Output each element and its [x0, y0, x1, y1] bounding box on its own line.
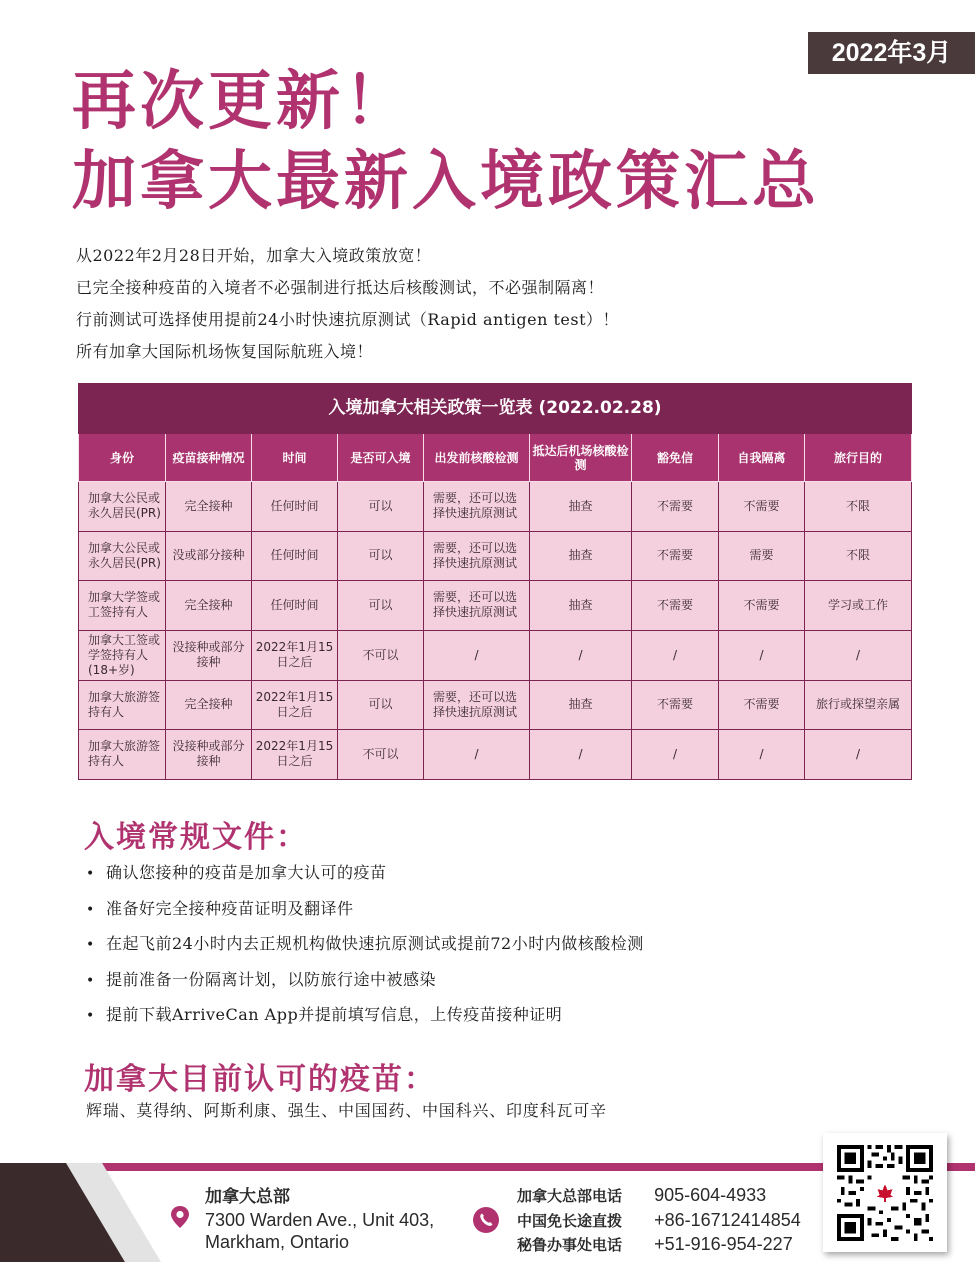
policy-table [78, 383, 912, 780]
headline-line1: 再次更新！ [72, 65, 412, 139]
table-cell: 需要，还可以选择快速抗原测试 [424, 482, 530, 532]
list-item-text: 确认您接种的疫苗是加拿大认可的疫苗 [106, 863, 387, 882]
table-row [79, 581, 912, 631]
phone-label: 中国免长途直拨 [517, 1211, 623, 1230]
vaccines-list: 辉瑞、莫得纳、阿斯利康、强生、中国国药、中国科兴、印度科瓦可辛 [86, 1101, 607, 1120]
table-cell: 需要，还可以选择快速抗原测试 [424, 531, 530, 581]
list-item [86, 998, 644, 1034]
phone-row [517, 1234, 801, 1259]
column-header: 时间 [252, 434, 338, 482]
qr-code[interactable] [823, 1133, 947, 1252]
table-cell: 完全接种 [166, 581, 252, 631]
headline-line2: 加拿大最新入境政策汇总 [72, 145, 820, 219]
table-cell: 不可以 [338, 730, 424, 780]
table-cell: / [719, 630, 805, 680]
table-cell: 不需要 [719, 482, 805, 532]
date-badge: 2022年3月 [808, 32, 975, 74]
list-item [86, 963, 644, 999]
table-cell: 抽查 [530, 531, 632, 581]
table-title: 入境加拿大相关政策一览表 (2022.02.28) [79, 384, 912, 434]
table-cell: 不需要 [632, 482, 719, 532]
table-cell: 加拿大公民或永久居民(PR) [79, 482, 166, 532]
table-cell: 2022年1月15日之后 [252, 630, 338, 680]
bullet-icon: • [86, 972, 95, 989]
table-cell: 不需要 [632, 680, 719, 730]
table-cell: 可以 [338, 482, 424, 532]
table-row [79, 680, 912, 730]
table-header-row [79, 434, 912, 482]
intro-line: 从2022年2月28日开始，加拿大入境政策放宽！ [76, 246, 432, 265]
table-cell: 任何时间 [252, 482, 338, 532]
table-cell: 不限 [805, 531, 912, 581]
table-cell: / [530, 630, 632, 680]
list-item-text: 准备好完全接种疫苗证明及翻译件 [106, 898, 354, 918]
table-cell: 可以 [338, 680, 424, 730]
column-header: 豁免信 [632, 434, 719, 482]
list-item-text: 提前下载ArriveCan App并提前填写信息，上传疫苗接种证明 [106, 1005, 563, 1024]
hq-name: 加拿大总部 [205, 1187, 290, 1207]
table-cell: / [530, 730, 632, 780]
phone-list [517, 1185, 801, 1259]
phone-number[interactable]: +51-916-954-227 [654, 1234, 793, 1254]
phone-icon [472, 1206, 500, 1234]
table-cell: 2022年1月15日之后 [252, 730, 338, 780]
phone-row [517, 1210, 801, 1235]
table-cell: 学习或工作 [805, 581, 912, 631]
phone-number[interactable]: +86-16712414854 [654, 1209, 801, 1230]
phone-label: 秘鲁办事处电话 [517, 1236, 623, 1254]
table-cell: / [805, 630, 912, 680]
table-cell: 抽查 [530, 680, 632, 730]
table-cell: 加拿大旅游签持有人 [79, 730, 166, 780]
table-cell: 完全接种 [166, 680, 252, 730]
intro-paragraphs [76, 240, 896, 368]
hq-text [205, 1186, 434, 1254]
table-cell: 任何时间 [252, 581, 338, 631]
list-item [86, 856, 644, 892]
intro-line: 已完全接种疫苗的入境者不必强制进行抵达后核酸测试，不必强制隔离！ [76, 278, 605, 297]
intro-line: 所有加拿大国际机场恢复国际航班入境！ [76, 342, 374, 361]
column-header: 疫苗接种情况 [166, 434, 252, 482]
table-cell: 没接种或部分接种 [166, 730, 252, 780]
table-cell: 任何时间 [252, 531, 338, 581]
table-cell: 不需要 [719, 680, 805, 730]
table-cell: 需要，还可以选择快速抗原测试 [424, 680, 530, 730]
column-header: 身份 [79, 434, 166, 482]
table-cell: 需要 [719, 531, 805, 581]
table-cell: 需要，还可以选择快速抗原测试 [424, 581, 530, 631]
table-cell: / [424, 630, 530, 680]
table-cell: 完全接种 [166, 482, 252, 532]
table-cell: 没或部分接种 [166, 531, 252, 581]
table-cell: / [424, 730, 530, 780]
table-cell: 可以 [338, 581, 424, 631]
list-item [86, 927, 644, 963]
phone-row [517, 1185, 801, 1210]
table-cell: 加拿大学签或工签持有人 [79, 581, 166, 631]
bullet-icon: • [86, 1008, 95, 1024]
table-row [79, 730, 912, 780]
table-row [79, 531, 912, 581]
table-cell: 不可以 [338, 630, 424, 680]
qr-code-icon [836, 1145, 934, 1241]
table-row [79, 482, 912, 532]
table-cell: 加拿大公民或永久居民(PR) [79, 531, 166, 581]
table-row [79, 630, 912, 680]
column-header: 旅行目的 [805, 434, 912, 482]
column-header: 抵达后机场核酸检测 [530, 434, 632, 482]
list-item-text: 提前准备一份隔离计划，以防旅行途中被感染 [106, 969, 437, 989]
table-cell: 不需要 [719, 581, 805, 631]
table-cell: 没接种或部分接种 [166, 630, 252, 680]
bullet-icon: • [86, 866, 95, 882]
docs-list [86, 856, 644, 1034]
phone-label: 加拿大总部电话 [517, 1187, 623, 1205]
bullet-icon: • [86, 901, 95, 918]
table-cell: / [805, 730, 912, 780]
table-cell: / [632, 730, 719, 780]
table-cell: 不需要 [632, 581, 719, 631]
list-item-text: 在起飞前24小时内去正规机构做快速抗原测试或提前72小时内做核酸检测 [106, 934, 644, 953]
table-cell: 不需要 [632, 531, 719, 581]
intro-line: 行前测试可选择使用提前24小时快速抗原测试（Rapid antigen test）！ [76, 310, 620, 329]
table-cell: 旅行或探望亲属 [805, 680, 912, 730]
column-header: 是否可入境 [338, 434, 424, 482]
list-item [86, 892, 644, 928]
table-cell: 不限 [805, 482, 912, 532]
docs-section-title: 入境常规文件： [84, 820, 308, 855]
bullet-icon: • [86, 937, 95, 953]
hq-address-line2: Markham, Ontario [205, 1232, 350, 1252]
table-cell: 可以 [338, 531, 424, 581]
hq-address-line1: 7300 Warden Ave., Unit 403, [205, 1209, 435, 1230]
table-cell: 抽查 [530, 482, 632, 532]
column-header: 自我隔离 [719, 434, 805, 482]
table-cell: / [719, 730, 805, 780]
table-cell: 加拿大工签或学签持有人(18+岁) [79, 630, 166, 680]
vaccines-section-title: 加拿大目前认可的疫苗： [84, 1062, 436, 1097]
map-pin-icon [168, 1205, 192, 1229]
table-cell: / [632, 630, 719, 680]
phone-number[interactable]: 905-604-4933 [654, 1185, 767, 1205]
column-header: 出发前核酸检测 [424, 434, 530, 482]
table-cell: 2022年1月15日之后 [252, 680, 338, 730]
table-cell: 抽查 [530, 581, 632, 631]
table-cell: 加拿大旅游签持有人 [79, 680, 166, 730]
